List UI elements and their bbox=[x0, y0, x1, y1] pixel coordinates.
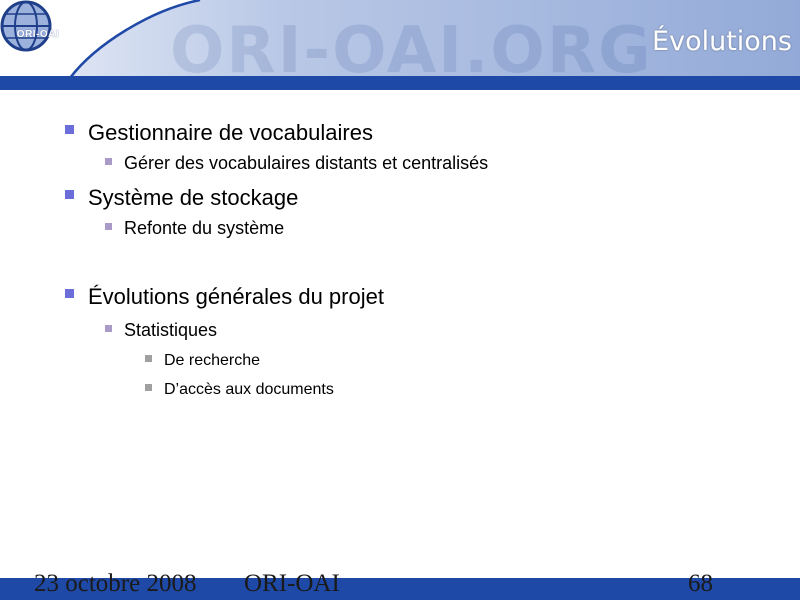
header-watermark: ORI-OAI.ORG bbox=[170, 14, 653, 88]
footer-date: 23 octobre 2008 bbox=[34, 570, 197, 597]
slide-content: Gestionnaire de vocabulaires Gérer des vocabulaires distants et centralisés Système de stockage Refonte du système Évolutions générales du projet Statistiques De recherche D’accès aux documents bbox=[0, 0, 800, 600]
bullet-icon bbox=[145, 355, 152, 362]
bullet-icon bbox=[145, 384, 152, 391]
bullet-icon bbox=[65, 289, 74, 298]
logo-label: ORI-OAI bbox=[16, 29, 60, 40]
slide-title: Évolutions bbox=[652, 26, 792, 57]
bullet-icon bbox=[65, 190, 74, 199]
bullet-icon bbox=[105, 223, 112, 230]
bullet-icon bbox=[105, 158, 112, 165]
footer-project: ORI-OAI bbox=[244, 570, 340, 597]
page-number: 68 bbox=[688, 570, 713, 597]
bullet-icon bbox=[105, 325, 112, 332]
bullet-icon bbox=[65, 125, 74, 134]
